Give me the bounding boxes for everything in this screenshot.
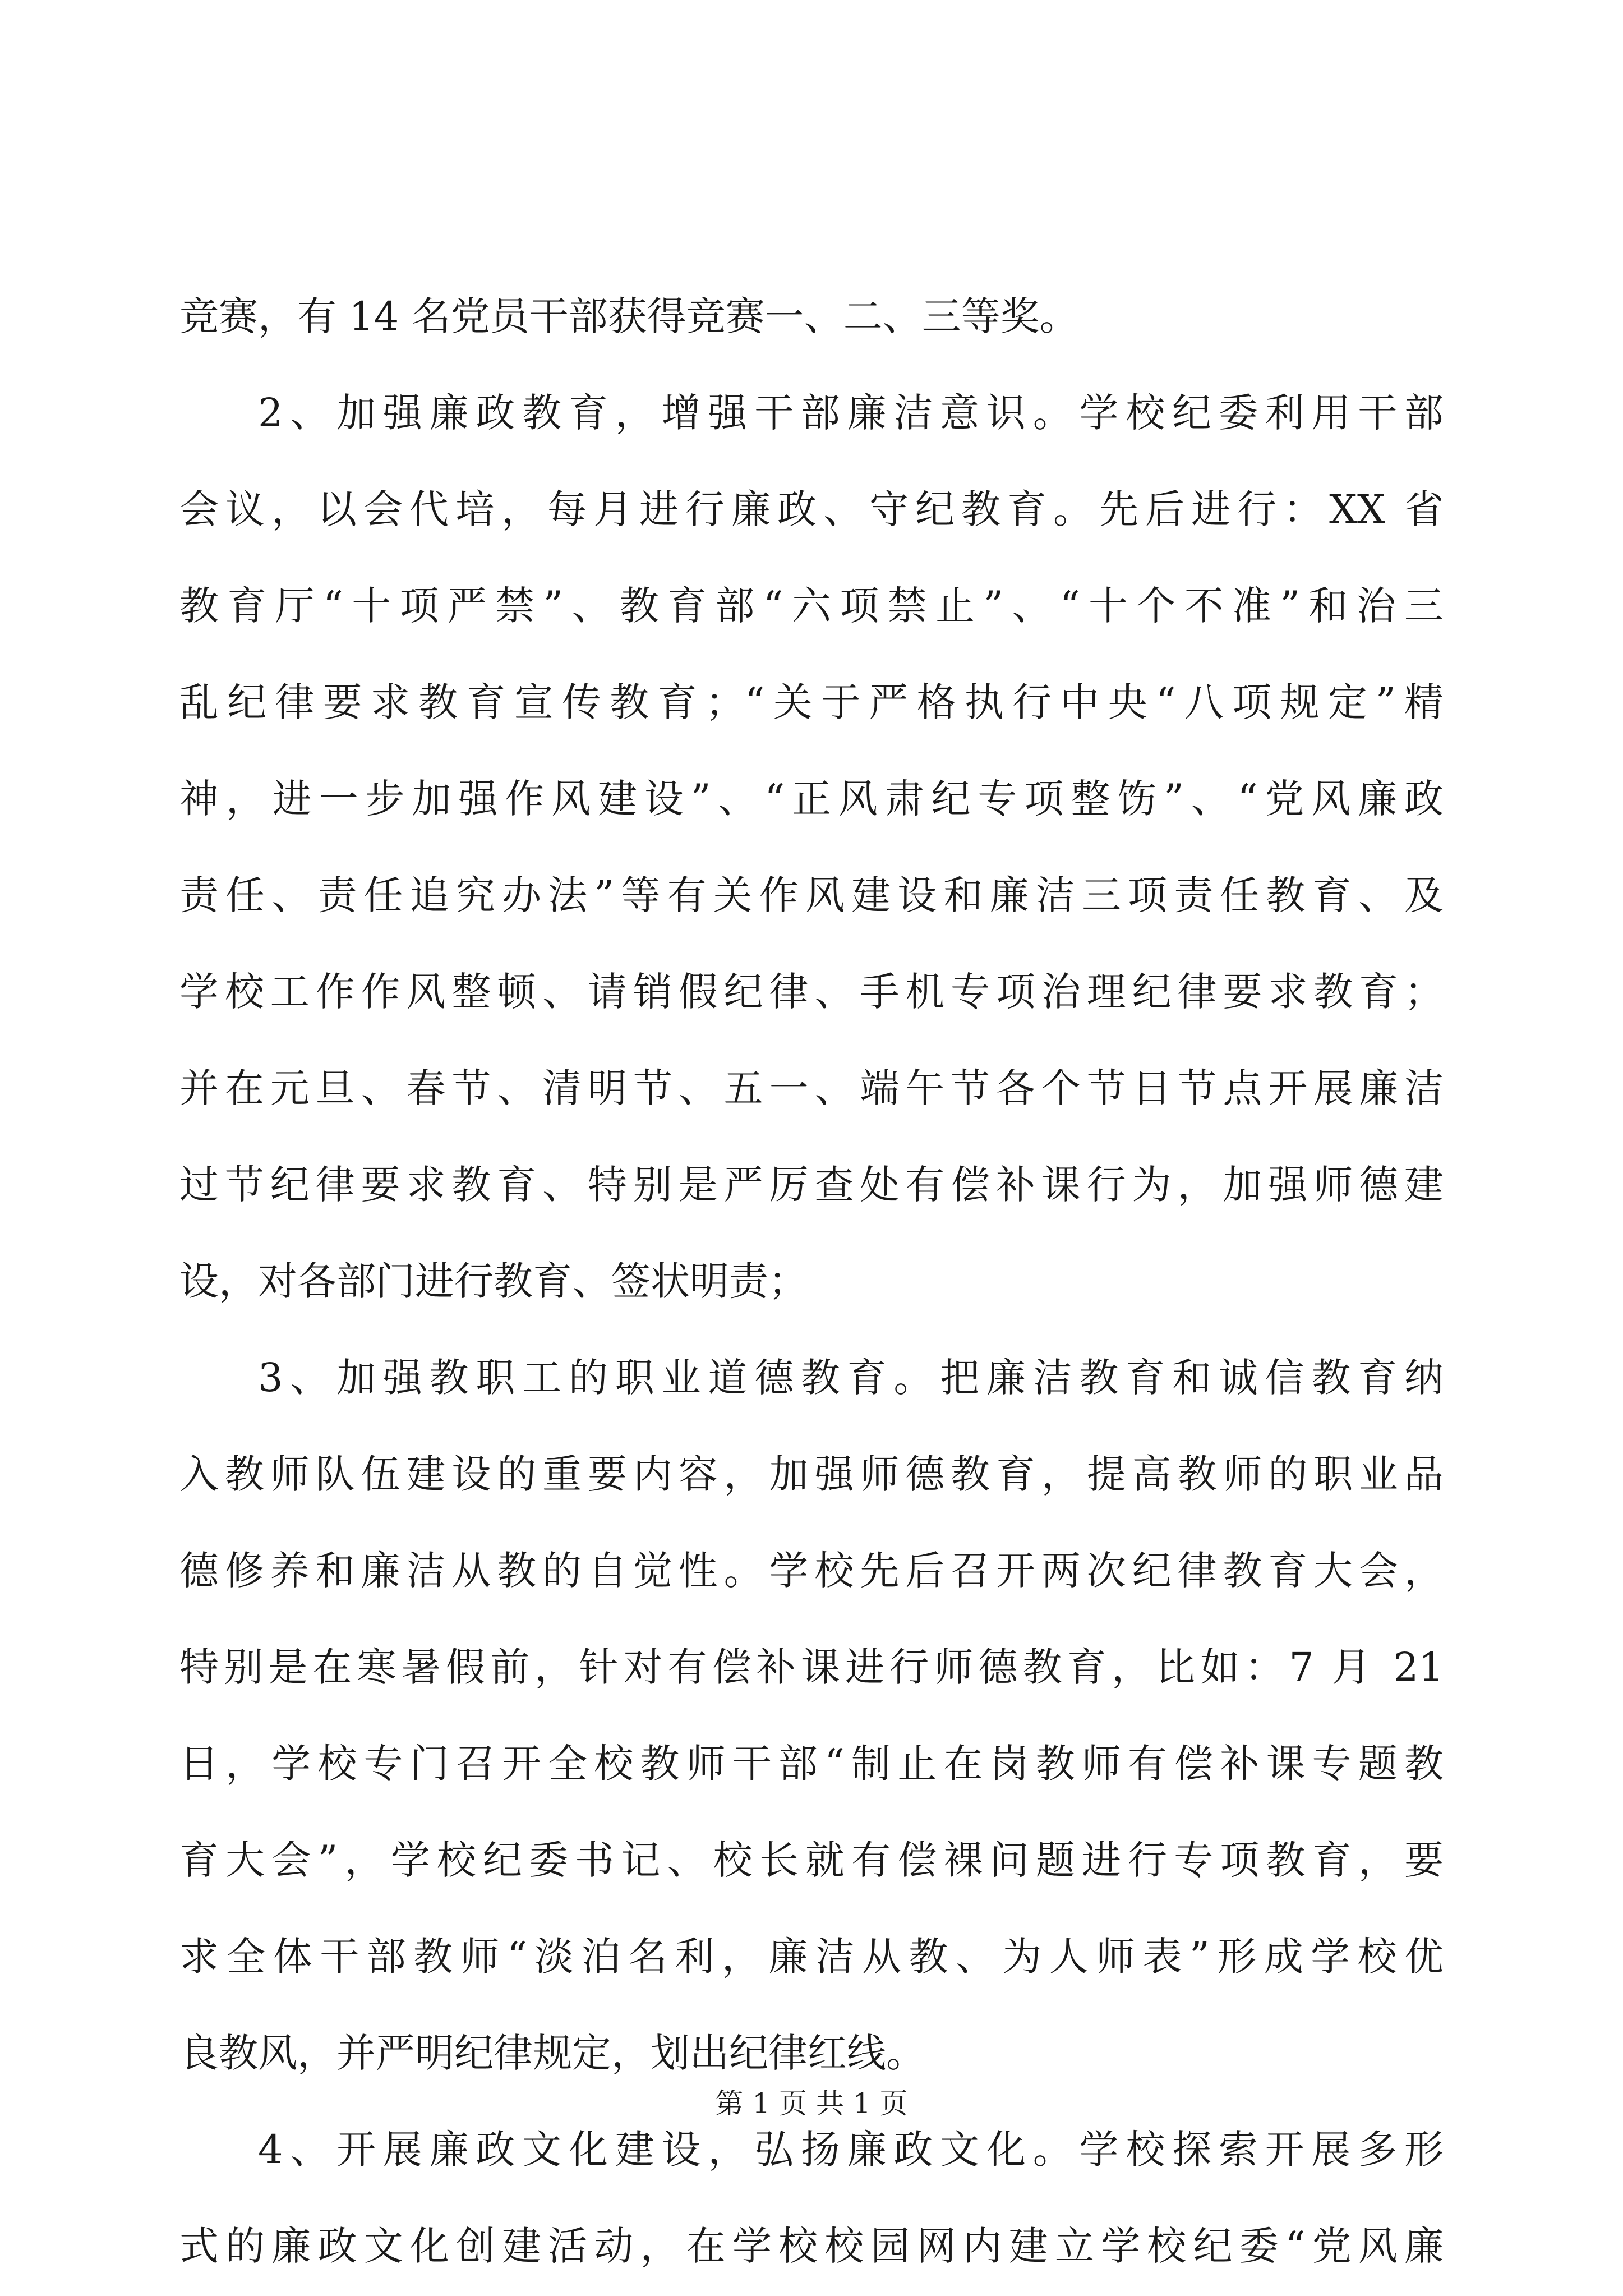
text-line: 日，学校专门召开全校教师干部“制止在岗教师有偿补课专题教: [179, 1741, 1444, 1787]
text-line: 会议，以会代培，每月进行廉政、守纪教育。先后进行：XX 省: [179, 486, 1444, 532]
document-body: [179, 268, 1444, 2294]
text-line: 求全体干部教师“淡泊名利，廉洁从教、为人师表”形成学校优: [179, 1934, 1444, 1980]
text-line: 3、加强教职工的职业道德教育。把廉洁教育和诚信教育纳: [258, 1355, 1444, 1401]
text-line: 教育厅“十项严禁”、教育部“六项禁止”、“十个不准”和治三: [179, 583, 1444, 629]
text-line: 入教师队伍建设的重要内容，加强师德教育，提高教师的职业品: [179, 1451, 1444, 1497]
text-line: 并在元旦、春节、清明节、五一、端午节各个节日节点开展廉洁: [179, 1065, 1444, 1111]
text-line: 4、开展廉政文化建设，弘扬廉政文化。学校探索开展多形: [258, 2127, 1444, 2173]
text-line: 设，对各部门进行教育、签状明责；: [179, 1258, 808, 1304]
text-line: 德修养和廉洁从教的自觉性。学校先后召开两次纪律教育大会，: [179, 1548, 1444, 1594]
page-number-footer: 第 1 页 共 1 页: [715, 2087, 908, 2120]
text-line: 特别是在寒暑假前，针对有偿补课进行师德教育，比如：7 月 21: [179, 1644, 1444, 1690]
text-line: 式的廉政文化创建活动，在学校校园网内建立学校纪委“党风廉: [179, 2223, 1444, 2269]
text-line: 育大会”，学校纪委书记、校长就有偿裸问题进行专项教育，要: [179, 1837, 1444, 1883]
text-line: 乱纪律要求教育宣传教育；“关于严格执行中央“八项规定”精: [179, 679, 1444, 725]
text-line: 神，进一步加强作风建设”、“正风肃纪专项整饬”、“党风廉政: [179, 776, 1444, 822]
text-line: 良教风，并严明纪律规定，划出纪律红线。: [179, 2030, 925, 2076]
text-line: 2、加强廉政教育，增强干部廉洁意识。学校纪委利用干部: [258, 390, 1444, 436]
text-line: 竞赛，有 14 名党员干部获得竞赛一、二、三等奖。: [179, 293, 1079, 339]
text-line: 学校工作作风整顿、请销假纪律、手机专项治理纪律要求教育；: [179, 969, 1444, 1015]
text-line: 过节纪律要求教育、特别是严厉查处有偿补课行为，加强师德建: [179, 1162, 1444, 1208]
text-line: 责任、责任追究办法”等有关作风建设和廉洁三项责任教育、及: [179, 872, 1444, 918]
